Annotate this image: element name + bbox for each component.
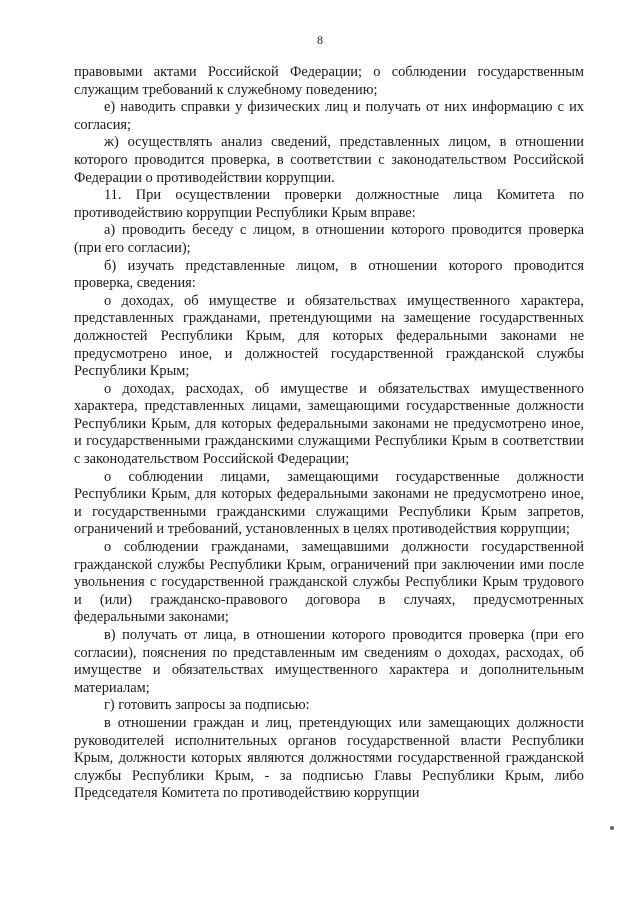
paragraph-item-v: в) получать от лица, в отношении которого проводится проверка (при его согласии), пояснения по представленным им сведениям о доходах, расходах, об имуществе и обязательствах имущественного характера и дополнительным материалам;: [74, 627, 584, 696]
paragraph-continuation: правовыми актами Российской Федерации; о соблюдении государственным служащим требований к служебному поведению;: [74, 64, 584, 98]
scan-speck: [610, 826, 614, 830]
paragraph-item-g: г) готовить запросы за подписью:: [104, 697, 310, 714]
paragraph-section-11: 11. При осуществлении проверки должностные лица Комитета по противодействию коррупции Республики Крым вправе:: [74, 187, 584, 221]
paragraph-subitem-requests: в отношении граждан и лиц, претендующих или замещающих должности руководителей исполнительных органов государственной власти Республики Крым, должности которых являются должностями государственной гражданской службы Республики Крым, - за подписью Главы Республики Крым, либо Председателя Комитета по противодействию коррупции: [74, 714, 584, 802]
paragraph-subitem-income-candidates: о доходах, об имуществе и обязательствах имущественного характера, представленных гражданами, претендующими на замещение государственных должностей Республики Крым, для которых федеральными законами не предусмотрено иное, и должностей государственной гражданской службы Республики Крым;: [74, 292, 584, 380]
paragraph-subitem-compliance-officials: о соблюдении лицами, замещающими государственные должности Республики Крым, для которых федеральными законами не предусмотрено иное, и государственными гражданскими служащими Республики Крым запретов, ограничений и требований, установленных в целях противодействия коррупции;: [74, 468, 584, 538]
paragraph-item-b: б) изучать представленные лицом, в отношении которого проводится проверка, сведения:: [74, 257, 584, 292]
paragraph-subitem-income-officials: о доходах, расходах, об имуществе и обязательствах имущественного характера, представленных лицами, замещающими государственные должности Республики Крым, для которых федеральными законами не предусмотрено иное, и государственными гражданскими служащими Республики Крым в соответствии с законодательством Российской Федерации;: [74, 380, 584, 468]
paragraph-item-a: а) проводить беседу с лицом, в отношении которого проводится проверка (при его согласии);: [74, 222, 584, 256]
document-body: [74, 64, 584, 803]
page-number: 8: [317, 33, 323, 47]
paragraph-subitem-compliance-former: о соблюдении гражданами, замещавшими должности государственной гражданской службы Республики Крым, ограничений при заключении ими после увольнения с государственной гражданской службы Республики Крым трудового и (или) гражданско-правового договора в случаях, предусмотренных федеральными законами;: [74, 539, 584, 626]
paragraph-item-e: е) наводить справки у физических лиц и получать от них информацию с их согласия;: [74, 99, 584, 133]
paragraph-item-zh: ж) осуществлять анализ сведений, представленных лицом, в отношении которого проводится проверка, в соответствии с законодательством Российской Федерации о противодействии коррупции.: [74, 134, 584, 186]
